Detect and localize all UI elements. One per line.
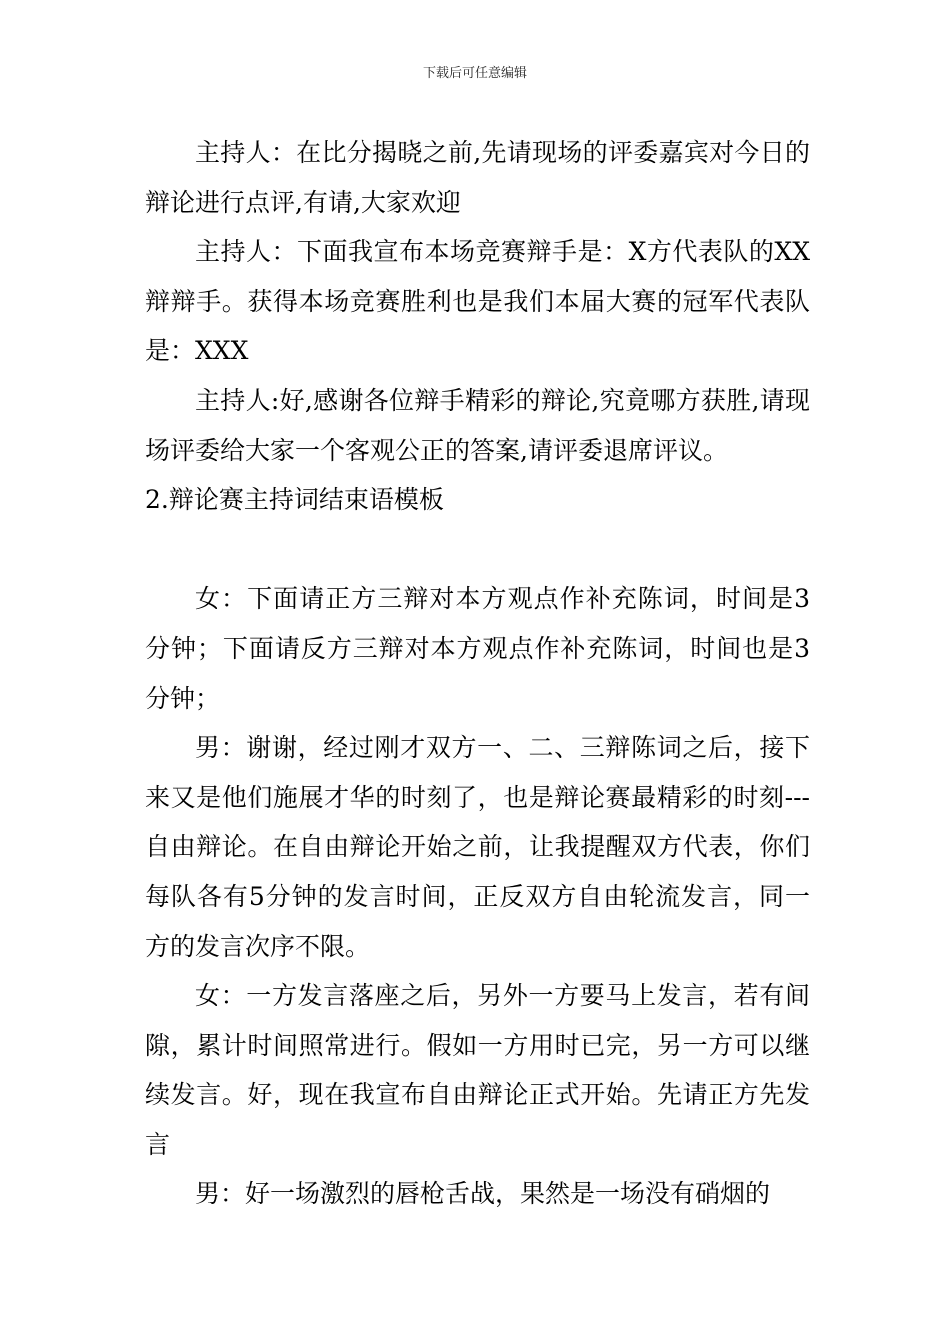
page-header: 下载后可任意编辑 (422, 66, 527, 81)
document-body (145, 128, 810, 1219)
section-heading: 2.辩论赛主持词结束语模板 (145, 485, 444, 515)
blank-line (145, 525, 810, 575)
paragraph-male-1: 男：谢谢，经过刚才双方一、二、三辩陈词之后，接下来又是他们施展才华的时刻了，也是辩论赛最精彩的时刻---自由辩论。在自由辩论开始之前，让我提醒双方代表，你们每队各有5分钟的发言时间，正反双方自由轮流发言，同一方的发言次序不限。 (145, 733, 810, 961)
paragraph-female-2: 女：一方发言落座之后，另外一方要马上发言，若有间隙，累计时间照常进行。假如一方用时已完，另一方可以继续发言。好，现在我宣布自由辩论正式开始。先请正方先发言 (145, 981, 810, 1159)
paragraph-host-3: 主持人:好,感谢各位辩手精彩的辩论,究竟哪方获胜,请现场评委给大家一个客观公正的答案,请评委退席评议。 (145, 385, 810, 465)
paragraph-host-2: 主持人：下面我宣布本场竞赛辩手是：X方代表队的XX辩辩手。获得本场竞赛胜利也是我们本届大赛的冠军代表队是：XXX (145, 237, 810, 366)
paragraph-female-1: 女：下面请正方三辩对本方观点作补充陈词，时间是3分钟；下面请反方三辩对本方观点作补充陈词，时间也是3分钟； (145, 584, 810, 713)
paragraph-host-1: 主持人：在比分揭晓之前,先请现场的评委嘉宾对今日的辩论进行点评,有请,大家欢迎 (145, 138, 810, 217)
paragraph-male-2: 男：好一场激烈的唇枪舌战，果然是一场没有硝烟的 (195, 1179, 771, 1209)
